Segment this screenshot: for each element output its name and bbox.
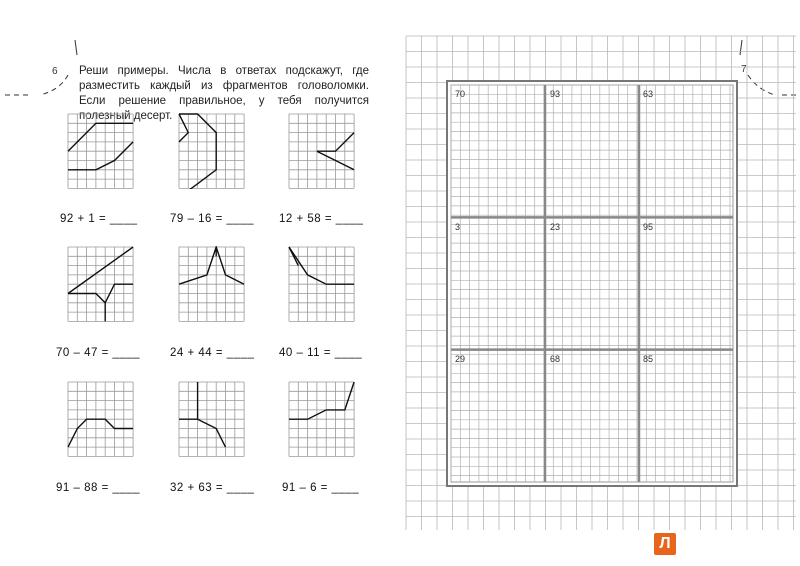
fragment-grid-6 [288,246,355,322]
cell-label-29: 29 [455,354,466,364]
fragment-grid-3 [288,113,355,189]
cell-label-93: 93 [550,89,561,99]
equation-9: 91 – 6 = ____ [282,482,360,494]
task-instructions: Реши примеры. Числа в ответах подскажут, где разместить каждый из фрагментов головоломки. Если решение правильное, у тебя получится полезный десерт. [79,65,369,122]
publisher-logo: Л [654,533,676,555]
fragment-grid-4 [67,246,134,322]
equation-5: 24 + 44 = ____ [170,347,255,359]
page-number-left: 6 [52,66,58,77]
fragment-grid-9 [288,381,355,457]
fragment-grid-2 [178,113,245,189]
cell-label-68: 68 [550,354,561,364]
cell-label-85: 85 [643,354,654,364]
cell-label-95: 95 [643,222,654,232]
cell-label-70: 70 [455,89,466,99]
fragment-grid-8 [178,381,245,457]
equation-3: 12 + 58 = ____ [279,213,364,225]
equation-7: 91 – 88 = ____ [56,482,141,494]
cell-label-63: 63 [643,89,654,99]
equation-1: 92 + 1 = ____ [60,213,138,225]
equation-6: 40 – 11 = ____ [279,347,363,359]
equation-4: 70 – 47 = ____ [56,347,141,359]
answer-frame [446,80,738,487]
equation-8: 32 + 63 = ____ [170,482,255,494]
cell-label-23: 23 [550,222,561,232]
equation-2: 79 – 16 = ____ [170,213,255,225]
cell-label-3: 3 [455,222,461,232]
fragment-grid-5 [178,246,245,322]
fragment-grid-1 [67,113,134,189]
page-number-right: 7 [741,64,747,75]
fragment-grid-7 [67,381,134,457]
